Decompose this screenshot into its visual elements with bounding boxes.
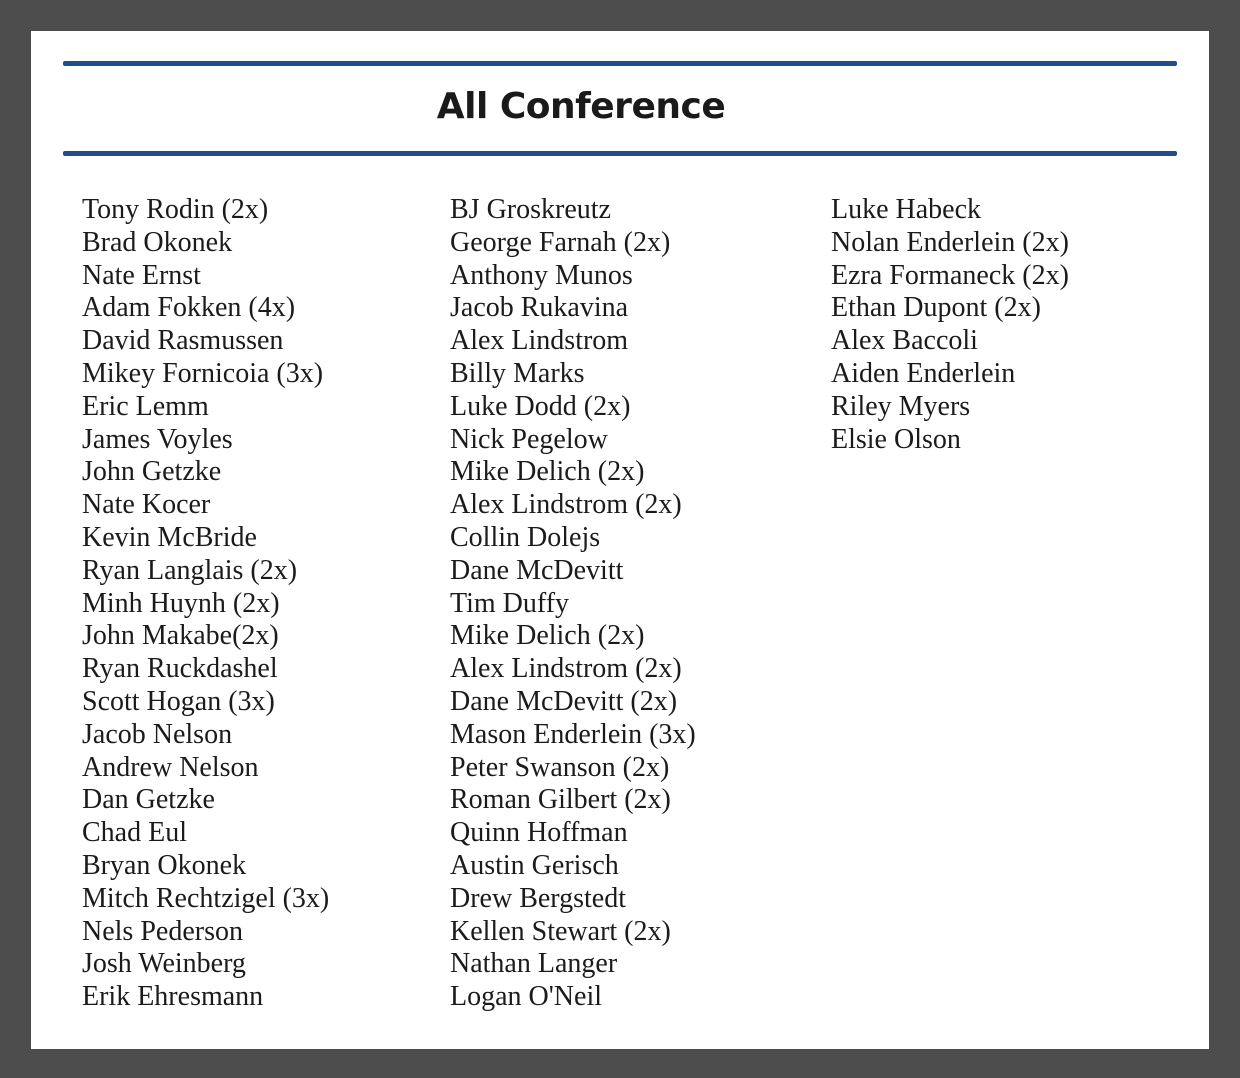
player-name: Elsie Olson: [831, 423, 961, 455]
player-name: Nate Kocer: [82, 489, 211, 521]
player-name: Mike Delich (2x): [450, 456, 645, 488]
player-name: Dan Getzke: [82, 784, 215, 816]
player-name: Drew Bergstedt: [450, 882, 626, 914]
player-name: Jacob Rukavina: [450, 292, 629, 324]
player-name: Anthony Munos: [450, 259, 633, 291]
player-name: Collin Dolejs: [450, 521, 601, 553]
player-name: Scott Hogan (3x): [82, 685, 275, 717]
player-name: Adam Fokken (4x): [82, 292, 296, 324]
player-name: George Farnah (2x): [450, 226, 671, 258]
player-name: Josh Weinberg: [82, 948, 246, 980]
player-name: Luke Dodd (2x): [450, 390, 631, 422]
player-name: David Rasmussen: [82, 325, 284, 357]
player-name: Quinn Hoffman: [450, 817, 628, 849]
player-name: Billy Marks: [450, 357, 585, 389]
player-name: Austin Gerisch: [450, 849, 619, 881]
player-name: Dane McDevitt: [450, 554, 624, 586]
player-name: Alex Baccoli: [831, 325, 978, 357]
player-name: Eric Lemm: [82, 390, 209, 422]
player-name: Tony Rodin (2x): [82, 194, 269, 225]
top-divider: [63, 61, 1177, 66]
player-name: Mikey Fornicoia (3x): [82, 357, 324, 389]
player-name: Roman Gilbert (2x): [450, 784, 671, 816]
player-name: Luke Habeck: [831, 194, 982, 225]
player-name: Nels Pederson: [82, 915, 243, 947]
player-name: Ryan Langlais (2x): [82, 554, 298, 586]
player-name: Andrew Nelson: [82, 751, 259, 783]
name-column-2: [450, 194, 696, 1014]
player-name: Erik Ehresmann: [82, 981, 264, 1013]
player-name: Ezra Formaneck (2x): [831, 259, 1069, 291]
player-name: Jacob Nelson: [82, 718, 233, 750]
player-name: Brad Okonek: [82, 226, 233, 258]
player-name: Tim Duffy: [450, 587, 570, 619]
player-name: Bryan Okonek: [82, 849, 247, 881]
player-name: Dane McDevitt (2x): [450, 685, 678, 717]
player-name: Nick Pegelow: [450, 423, 608, 455]
player-name: Mitch Rechtzigel (3x): [82, 882, 330, 914]
player-name: Ethan Dupont (2x): [831, 292, 1041, 324]
player-name: Alex Lindstrom (2x): [450, 489, 682, 521]
player-name: BJ Groskreutz: [450, 194, 611, 225]
player-name: Alex Lindstrom (2x): [450, 653, 682, 685]
player-name: Riley Myers: [831, 390, 971, 422]
all-conference-card: [31, 31, 1209, 1049]
page-title: All Conference: [436, 86, 726, 127]
player-name: Mason Enderlein (3x): [450, 718, 696, 750]
player-name: Nate Ernst: [82, 259, 201, 291]
player-name: Kellen Stewart (2x): [450, 915, 671, 947]
bottom-divider: [63, 151, 1177, 156]
player-name: Kevin McBride: [82, 521, 257, 553]
name-column-3: [831, 194, 1069, 456]
player-name: Peter Swanson (2x): [450, 751, 670, 783]
player-name: Mike Delich (2x): [450, 620, 645, 652]
player-name: John Getzke: [82, 456, 222, 488]
player-name: Nathan Langer: [450, 948, 618, 980]
player-name: Nolan Enderlein (2x): [831, 226, 1069, 258]
player-name: Logan O'Neil: [450, 981, 603, 1013]
player-name: Alex Lindstrom: [450, 325, 629, 357]
player-name: Ryan Ruckdashel: [82, 653, 278, 685]
player-name: Minh Huynh (2x): [82, 587, 280, 619]
name-column-1: [82, 194, 329, 1014]
player-name: John Makabe(2x): [82, 620, 279, 652]
player-name: James Voyles: [82, 423, 233, 455]
player-name: Chad Eul: [82, 817, 187, 849]
player-name: Aiden Enderlein: [831, 357, 1016, 389]
